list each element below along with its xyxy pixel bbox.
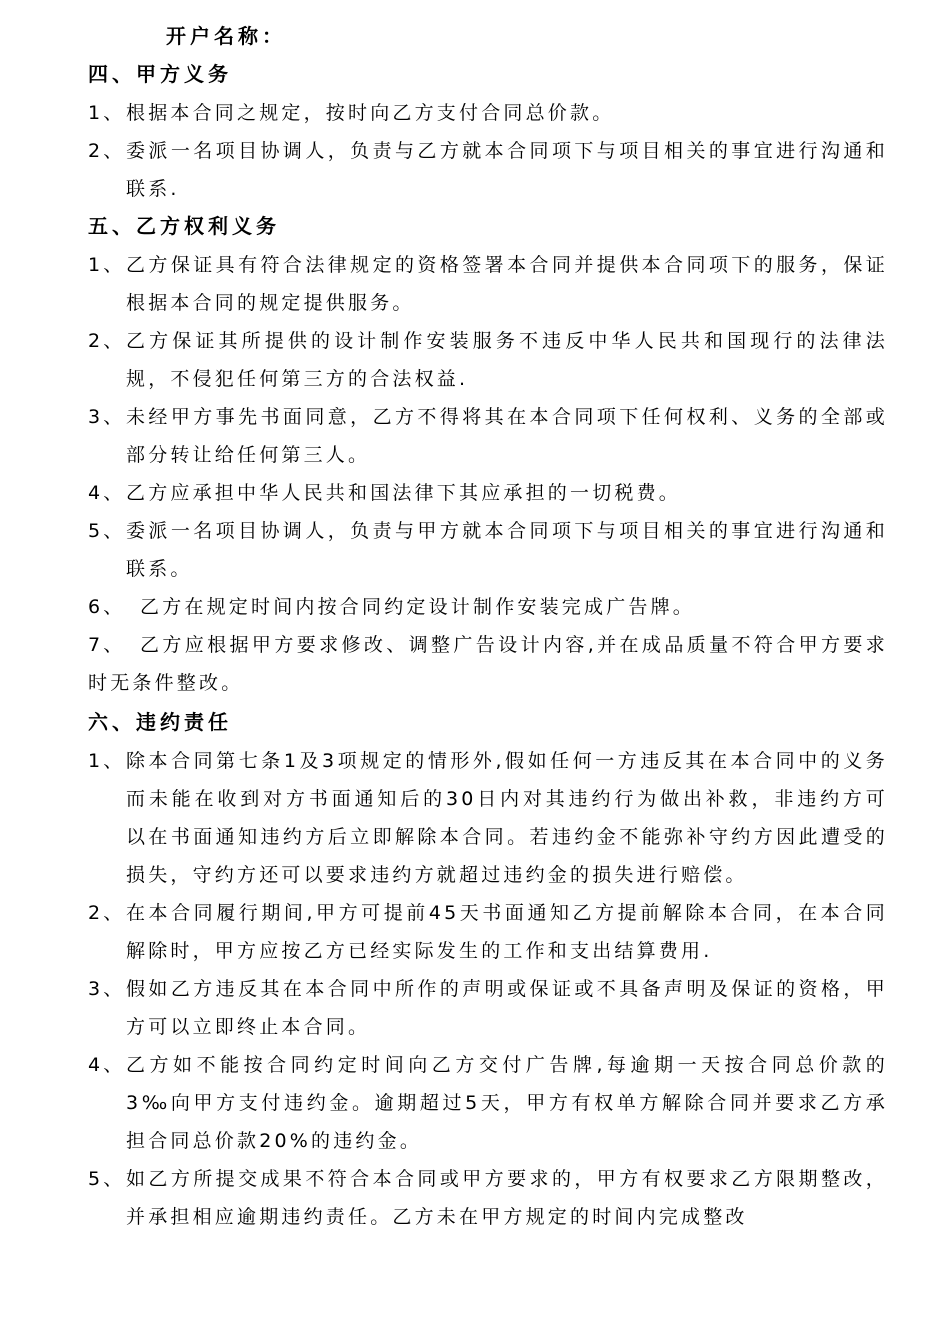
clause-text: 委派一名项目协调人，负责与乙方就本合同项下与项目相关的事宜进行沟通和联系. — [126, 140, 888, 200]
clause-number: 2、 — [88, 902, 126, 924]
clause-number: 7、 — [88, 634, 126, 656]
clause-item — [88, 894, 888, 970]
clause-number: 2、 — [88, 140, 126, 162]
clause-item — [88, 246, 888, 322]
clause-text: 假如乙方违反其在本合同中所作的声明或保证或不具备声明及保证的资格，甲方可以立即终止本合同。 — [126, 978, 888, 1038]
clause-text: 未经甲方事先书面同意，乙方不得将其在本合同项下任何权利、义务的全部或部分转让给任何第三人。 — [126, 406, 888, 466]
clause-text: 乙方保证其所提供的设计制作安装服务不违反中华人民共和国现行的法律法规，不侵犯任何第三方的合法权益. — [126, 330, 888, 390]
clause-number: 5、 — [88, 520, 126, 542]
clause-number: 1、 — [88, 254, 126, 276]
clause-text: 乙方如不能按合同约定时间向乙方交付广告牌,每逾期一天按合同总价款的3‰向甲方支付违约金。逾期超过5天，甲方有权单方解除合同并要求乙方承担合同总价款20%的违约金。 — [126, 1054, 888, 1152]
clause-text: 乙方保证具有符合法律规定的资格签署本合同并提供本合同项下的服务，保证根据本合同的规定提供服务。 — [126, 254, 888, 314]
account-name-label: 开户名称： — [166, 24, 286, 48]
section-heading: 五、乙方权利义务 — [88, 214, 280, 238]
clause-item — [88, 1046, 888, 1160]
section-party-b-rights-obligations — [88, 208, 888, 702]
clause-number: 5、 — [88, 1168, 126, 1190]
section-heading: 六、违约责任 — [88, 710, 232, 734]
clause-item — [88, 626, 888, 702]
clause-number: 4、 — [88, 482, 126, 504]
clause-text: 委派一名项目协调人，负责与甲方就本合同项下与项目相关的事宜进行沟通和联系。 — [126, 520, 888, 580]
clause-number: 4、 — [88, 1054, 126, 1076]
clause-item — [88, 132, 888, 208]
clause-text: 根据本合同之规定，按时向乙方支付合同总价款。 — [126, 102, 615, 124]
clause-number: 1、 — [88, 750, 126, 772]
clause-text: 如乙方所提交成果不符合本合同或甲方要求的，甲方有权要求乙方限期整改，并承担相应逾期违约责任。乙方未在甲方规定的时间内完成整改 — [126, 1168, 888, 1228]
clause-number: 3、 — [88, 406, 126, 428]
clause-item — [88, 94, 888, 132]
clause-item — [88, 1160, 888, 1236]
clause-number: 1、 — [88, 102, 126, 124]
section-liability-for-breach — [88, 704, 888, 1236]
clause-text: 乙方应根据甲方要求修改、调整广告设计内容,并在成品质量不符合甲方要求时无条件整改。 — [88, 634, 888, 694]
clause-text: 乙方在规定时间内按合同约定设计制作安装完成广告牌。 — [140, 596, 696, 618]
clause-item — [88, 322, 888, 398]
clause-text: 乙方应承担中华人民共和国法律下其应承担的一切税费。 — [126, 482, 682, 504]
clause-item — [88, 398, 888, 474]
clause-item — [88, 512, 888, 588]
clause-number: 3、 — [88, 978, 126, 1000]
clause-item — [88, 970, 888, 1046]
clause-item — [88, 742, 888, 894]
clause-text: 在本合同履行期间,甲方可提前45天书面通知乙方提前解除本合同，在本合同解除时，甲方应按乙方已经实际发生的工作和支出结算费用. — [126, 902, 888, 962]
section-heading: 四、甲方义务 — [88, 62, 232, 86]
section-party-a-obligations — [88, 56, 888, 208]
clause-item — [88, 588, 888, 626]
clause-number: 6、 — [88, 596, 126, 618]
clause-number: 2、 — [88, 330, 126, 352]
clause-item — [88, 474, 888, 512]
clause-text: 除本合同第七条1及3项规定的情形外,假如任何一方违反其在本合同中的义务而未能在收到对方书面通知后的30日内对其违约行为做出补救，非违约方可以在书面通知违约方后立即解除本合同。若违约金不能弥补守约方因此遭受的损失，守约方还可以要求违约方就超过违约金的损失进行赔偿。 — [126, 750, 888, 886]
